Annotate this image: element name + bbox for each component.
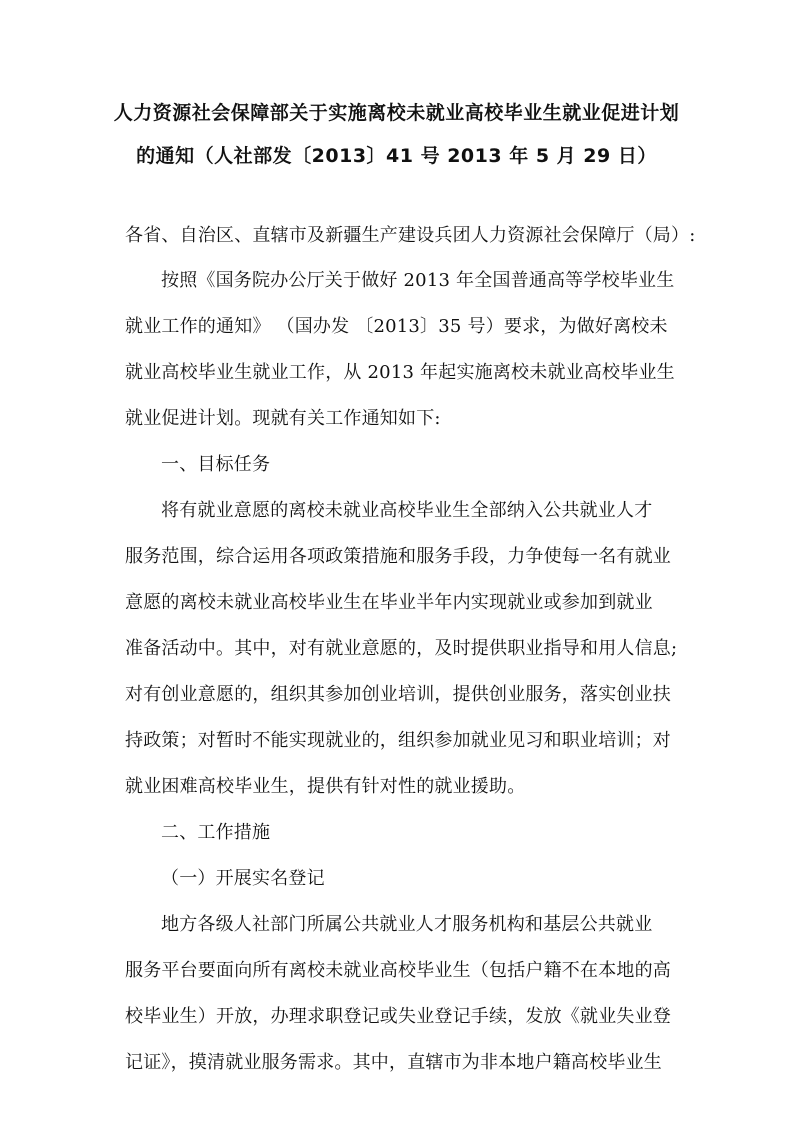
intro-line-4: 就业促进计划。现就有关工作通知如下:: [125, 408, 441, 429]
section-1-line-4: 准备活动中。其中，对有就业意愿的，及时提供职业指导和用人信息;: [125, 638, 678, 659]
subsection-1-line-2: 服务平台要面向所有离校未就业高校毕业生（包括户籍不在本地的高: [125, 960, 671, 981]
salutation: 各省、自治区、直辖市及新疆生产建设兵团人力资源社会保障厅（局）:: [125, 225, 696, 246]
document-title-line-1: 人力资源社会保障部关于实施离校未就业高校毕业生就业促进计划: [113, 102, 680, 124]
document-title-line-2: 的通知（人社部发〔2013〕41 号 2013 年 5 月 29 日）: [136, 145, 657, 167]
section-1-line-2: 服务范围，综合运用各项政策措施和服务手段，力争使每一名有就业: [125, 546, 671, 567]
intro-line-3: 就业高校毕业生就业工作，从 2013 年起实施离校未就业高校毕业生: [125, 362, 675, 383]
section-1-line-7: 就业困难高校毕业生，提供有针对性的就业援助。: [125, 776, 526, 797]
subsection-1-line-4: 记证》，摸清就业服务需求。其中，直辖市为非本地户籍高校毕业生: [125, 1052, 662, 1073]
intro-line-2: 就业工作的通知》 （国办发 〔2013〕35 号）要求，为做好离校未: [125, 316, 668, 337]
section-1-line-1: 将有就业意愿的离校未就业高校毕业生全部纳入公共就业人才: [161, 500, 653, 521]
subsection-1-line-1: 地方各级人社部门所属公共就业人才服务机构和基层公共就业: [161, 914, 653, 935]
section-2-heading: 二、工作措施: [161, 822, 271, 843]
subsection-1-heading: （一）开展实名登记: [161, 868, 325, 889]
intro-line-1: 按照《国务院办公厅关于做好 2013 年全国普通高等学校毕业生: [161, 270, 675, 291]
section-1-heading: 一、目标任务: [161, 454, 271, 475]
section-1-line-6: 持政策；对暂时不能实现就业的，组织参加就业见习和职业培训；对: [125, 730, 671, 751]
subsection-1-line-3: 校毕业生）开放，办理求职登记或失业登记手续，发放《就业失业登: [125, 1006, 671, 1027]
section-1-line-3: 意愿的离校未就业高校毕业生在毕业半年内实现就业或参加到就业: [125, 592, 653, 613]
section-1-line-5: 对有创业意愿的，组织其参加创业培训，提供创业服务，落实创业扶: [125, 684, 671, 705]
